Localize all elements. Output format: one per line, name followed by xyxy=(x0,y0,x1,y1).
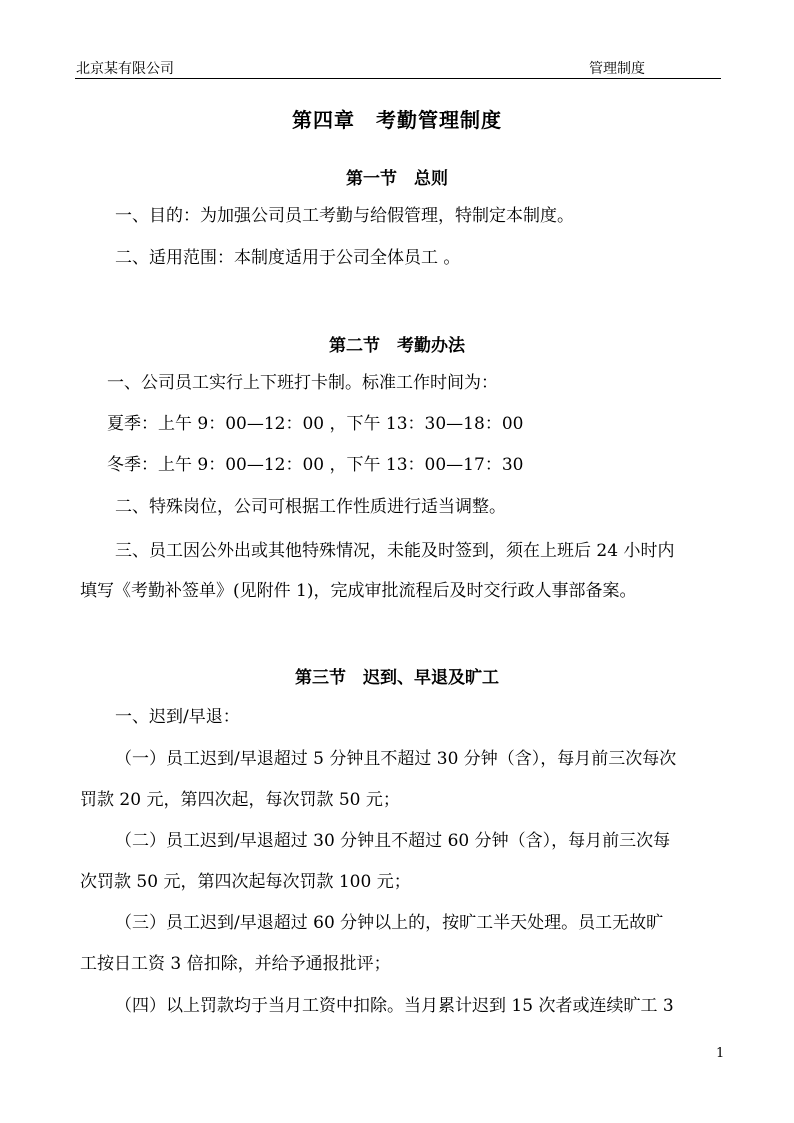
paragraph-line: 次罚款 50 元，第四次起每次罚款 100 元； xyxy=(80,872,411,892)
paragraph-line: 填写《考勤补签单》(见附件 1)，完成审批流程后及时交行政人事部备案。 xyxy=(80,581,637,601)
section-title-general: 第一节 总则 xyxy=(346,169,448,189)
page-header xyxy=(75,56,721,79)
paragraph-line: 工按日工资 3 倍扣除，并给予通报批评； xyxy=(80,954,391,974)
schedule-winter: 冬季：上午 9：00—12：00 ，下午 13：00—17：30 xyxy=(107,455,524,475)
paragraph-line: 罚款 20 元，第四次起，每次罚款 50 元； xyxy=(80,790,400,810)
header-document-type: 管理制度 xyxy=(589,61,645,77)
header-company-name: 北京某有限公司 xyxy=(76,61,174,77)
paragraph-line: （一）员工迟到/早退超过 5 分钟且不超过 30 分钟（含），每月前三次每次 xyxy=(115,749,677,769)
paragraph-line: （三）员工迟到/早退超过 60 分钟以上的，按旷工半天处理。员工无故旷 xyxy=(115,913,664,933)
paragraph-line: 三、员工因公外出或其他特殊情况，未能及时签到，须在上班后 24 小时内 xyxy=(115,541,675,561)
chapter-title: 第四章 考勤管理制度 xyxy=(292,108,502,132)
page-number: 1 xyxy=(716,1046,725,1061)
paragraph-line: 一、公司员工实行上下班打卡制。标准工作时间为： xyxy=(107,373,498,393)
paragraph-line: 二、特殊岗位，公司可根据工作性质进行适当调整。 xyxy=(115,497,506,517)
paragraph-line: 一、迟到/早退： xyxy=(115,707,240,727)
paragraph-line: 一、目的：为加强公司员工考勤与给假管理，特制定本制度。 xyxy=(115,206,574,226)
paragraph-line: （四）以上罚款均于当月工资中扣除。当月累计迟到 15 次者或连续旷工 3 xyxy=(115,996,674,1016)
schedule-summer: 夏季：上午 9：00—12：00 ，下午 13：30—18：00 xyxy=(107,414,524,434)
paragraph-line: 二、适用范围：本制度适用于公司全体员工 。 xyxy=(115,248,461,268)
section-title-attendance-method: 第二节 考勤办法 xyxy=(329,336,465,356)
section-title-lateness: 第三节 迟到、早退及旷工 xyxy=(295,668,499,688)
paragraph-line: （二）员工迟到/早退超过 30 分钟且不超过 60 分钟（含），每月前三次每 xyxy=(115,831,671,851)
